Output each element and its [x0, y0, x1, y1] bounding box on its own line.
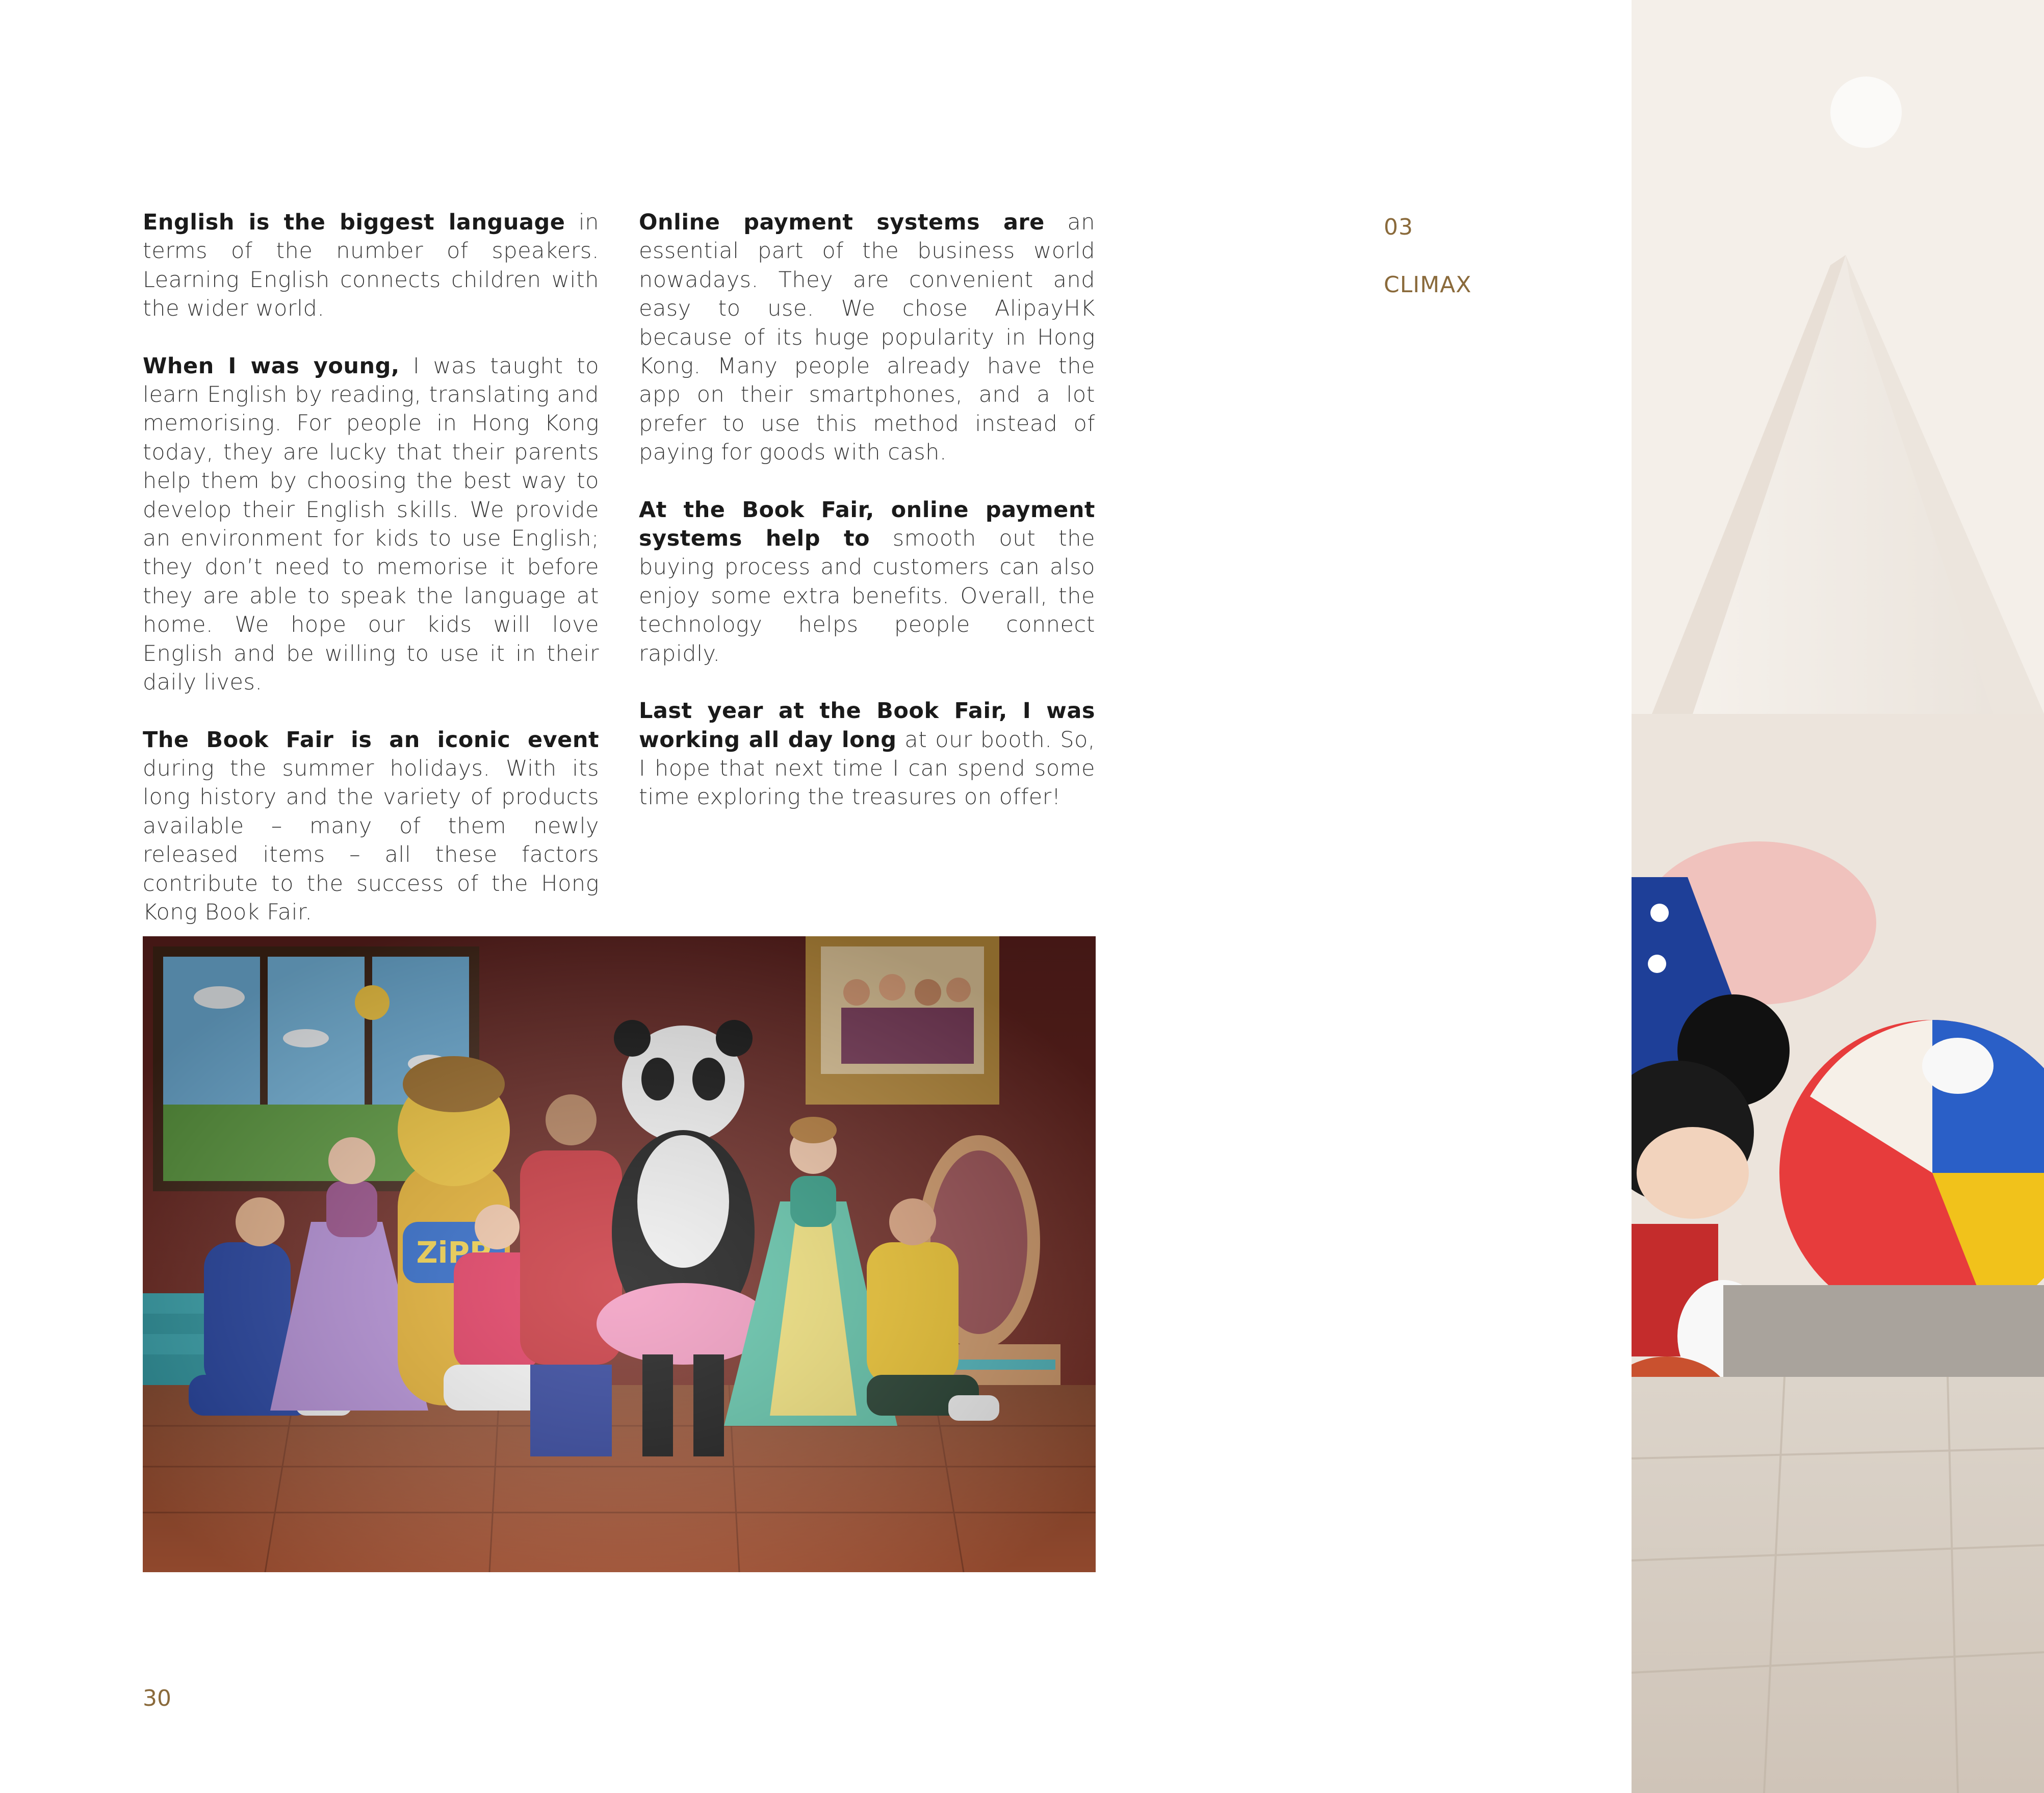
paragraph — [143, 208, 599, 323]
paragraph-body: at our booth. So, I hope that next time I can spend some time exploring the treasures on offer! — [639, 727, 1095, 810]
page-number: 30 — [143, 1685, 171, 1711]
paragraph-body: I was taught to learn English by reading, translating and memorising. For people in Hong Kong today, they are lucky that their parents help them by choosing the best way to develop their English skills. We provide an environment for kids to use English; they don’t need to memorise it before they are able to speak the language at home. We hope our kids will love English and be willing to use it in their daily lives. — [143, 353, 599, 696]
paragraph — [639, 496, 1095, 668]
paragraph-lead: The Book Fair is an iconic event — [143, 727, 599, 753]
paragraph-lead: When I was young, — [143, 353, 400, 379]
stage-performers-photo — [143, 936, 1096, 1572]
side-photo-illustration — [1632, 0, 2044, 1793]
paragraph-lead: Online payment systems are — [639, 210, 1045, 235]
section-number: 03 — [1384, 214, 1413, 240]
paragraph-lead: English is the biggest language — [143, 210, 565, 235]
paragraph — [143, 352, 599, 697]
stage-photo-illustration — [143, 936, 1096, 1572]
paragraph — [639, 208, 1095, 467]
section-title: CLIMAX — [1384, 272, 1472, 298]
paragraph-body: in terms of the number of speakers. Learning English connects children with the wider world. — [143, 210, 599, 322]
right-text-column — [639, 208, 1095, 840]
teepee-toys-photo — [1632, 0, 2044, 1793]
paragraph-body: during the summer holidays. With its long history and the variety of products available – many of them newly released items – all these factors contribute to the success of the Hong Kong Book Fair. — [143, 755, 599, 925]
paragraph-lead: At the Book Fair, online payment systems help to — [639, 497, 1095, 552]
paragraph-lead: Last year at the Book Fair, I was working all day long — [639, 698, 1095, 753]
left-text-column — [143, 208, 599, 955]
paragraph — [143, 726, 599, 927]
paragraph-body: smooth out the buying process and customers can also enjoy some extra benefits. Overall, the technology helps people connect rapidly. — [639, 526, 1096, 667]
paragraph — [639, 697, 1095, 812]
paragraph-body: an essential part of the business world nowadays. They are convenient and easy to use. We chose AlipayHK because of its huge popularity in Hong Kong. Many people already have the app on their smartphones, and a lot prefer to use this method instead of paying for goods with cash. — [639, 210, 1095, 466]
